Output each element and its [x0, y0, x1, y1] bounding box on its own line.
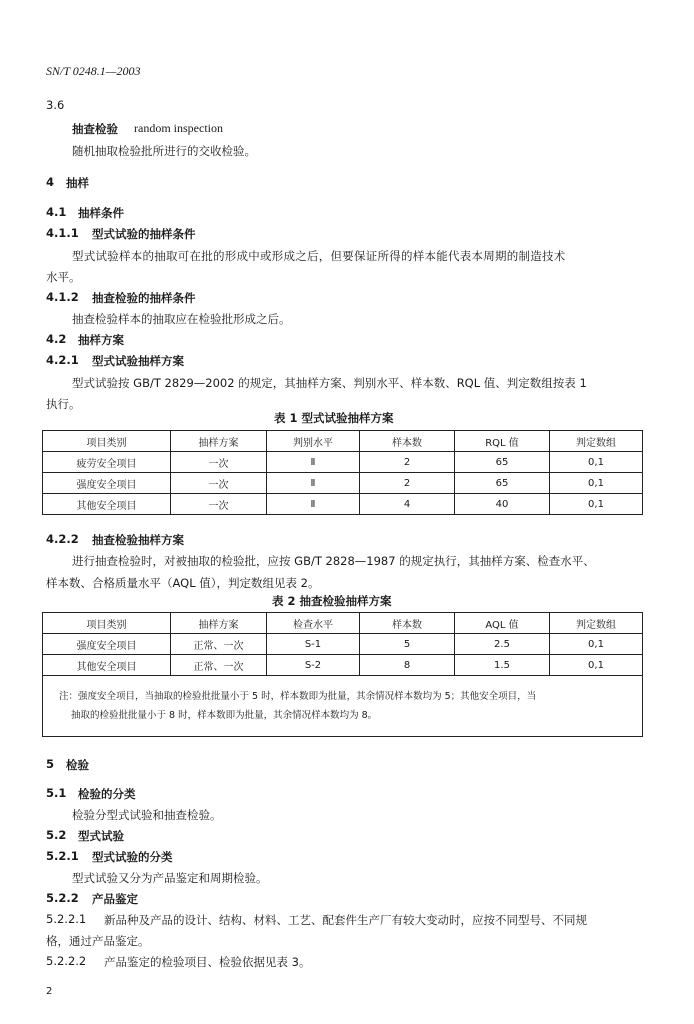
- section-4-2-1-title: 型式试验抽样方案: [92, 354, 184, 368]
- section-5-2-number: 5.2: [46, 828, 67, 842]
- table-1-header-cell: 判别水平: [267, 431, 360, 452]
- section-4-1-1-title: 型式试验的抽样条件: [92, 227, 196, 241]
- table-2: [42, 612, 643, 737]
- table-cell: 65: [455, 473, 550, 494]
- page-number: 2: [46, 986, 53, 997]
- section-4-number: 4: [46, 175, 55, 189]
- table-cell: 2: [360, 473, 455, 494]
- section-5-2-2-number: 5.2.2: [46, 891, 79, 905]
- section-5-2-2-2-text: 产品鉴定的检验项目、检验依据见表 3。: [104, 955, 311, 969]
- section-4-1-title: 抽样条件: [78, 206, 124, 220]
- section-5-2-2-1-number: 5.2.2.1: [46, 912, 87, 926]
- section-5-2-2-2-number: 5.2.2.2: [46, 954, 87, 968]
- section-5-1-text: 检验分型式试验和抽查检验。: [72, 808, 222, 822]
- table-1: [42, 430, 643, 515]
- table-2-note-line2: 抽取的检验批批量小于 8 时，样本数即为批量，其余情况样本数均为 8。: [71, 710, 378, 721]
- table-2-header-cell: 样本数: [360, 613, 455, 634]
- table-cell: S-1: [267, 634, 360, 655]
- section-5-1-number: 5.1: [46, 786, 67, 800]
- table-cell: 一次: [171, 473, 267, 494]
- table-1-caption: 表 1 型式试验抽样方案: [274, 411, 394, 425]
- table-cell: 其他安全项目: [43, 655, 171, 676]
- table-cell: Ⅱ: [267, 452, 360, 473]
- table-cell: 5: [360, 634, 455, 655]
- table-1-header-cell: 抽样方案: [171, 431, 267, 452]
- table-2-caption: 表 2 抽查检验抽样方案: [272, 594, 392, 608]
- table-2-header-cell: 项目类别: [43, 613, 171, 634]
- term-chinese: 抽查检验: [72, 122, 118, 136]
- table-2-note-row: [43, 676, 643, 737]
- table-2-header-cell: AQL 值: [455, 613, 550, 634]
- section-4-title: 抽样: [66, 176, 89, 190]
- section-5-title: 检验: [66, 758, 89, 772]
- table-1-header-cell: 项目类别: [43, 431, 171, 452]
- section-4-1-2-number: 4.1.2: [46, 290, 79, 304]
- section-5-1-title: 检验的分类: [78, 787, 136, 801]
- section-5-2-2-1-text-line1: 新品种及产品的设计、结构、材料、工艺、配套件生产厂有较大变动时，应按不同型号、不同规: [104, 913, 587, 927]
- table-row: [43, 473, 643, 494]
- table-cell: 40: [455, 494, 550, 515]
- section-5-2-1-title: 型式试验的分类: [92, 850, 173, 864]
- table-1-header-cell: 样本数: [360, 431, 455, 452]
- table-2-header-cell: 检查水平: [267, 613, 360, 634]
- table-1-header-cell: 判定数组: [550, 431, 643, 452]
- table-row: [43, 494, 643, 515]
- term-english: random inspection: [134, 121, 223, 135]
- table-cell: 一次: [171, 452, 267, 473]
- table-cell: 强度安全项目: [43, 634, 171, 655]
- table-2-note: [43, 676, 643, 737]
- table-2-header-row: [43, 613, 643, 634]
- table-row: [43, 655, 643, 676]
- table-cell: 0,1: [550, 494, 643, 515]
- section-5-number: 5: [46, 757, 55, 771]
- section-4-2-title: 抽样方案: [78, 333, 124, 347]
- section-4-1-1-text-line2: 水平。: [46, 270, 81, 284]
- table-2-header-cell: 判定数组: [550, 613, 643, 634]
- table-cell: Ⅱ: [267, 473, 360, 494]
- table-cell: Ⅱ: [267, 494, 360, 515]
- table-cell: S-2: [267, 655, 360, 676]
- section-5-2-1-number: 5.2.1: [46, 849, 79, 863]
- section-4-2-1-text-line1: 型式试验按 GB/T 2829—2002 的规定，其抽样方案、判别水平、样本数、RQL 值、判定数组按表 1: [72, 376, 587, 390]
- section-4-2-1-number: 4.2.1: [46, 353, 79, 367]
- table-cell: 65: [455, 452, 550, 473]
- section-4-1-1-number: 4.1.1: [46, 226, 79, 240]
- table-2-note-line1: 注：强度安全项目，当抽取的检验批批量小于 5 时，样本数即为批量，其余情况样本数均为 5；其他安全项目，当: [59, 691, 537, 702]
- table-cell: 1.5: [455, 655, 550, 676]
- table-cell: 2.5: [455, 634, 550, 655]
- table-cell: 疲劳安全项目: [43, 452, 171, 473]
- section-4-2-1-text-line2: 执行。: [46, 397, 81, 411]
- table-row: [43, 452, 643, 473]
- table-cell: 0,1: [550, 655, 643, 676]
- section-4-1-2-title: 抽查检验的抽样条件: [92, 291, 196, 305]
- table-cell: 0,1: [550, 634, 643, 655]
- section-5-2-title: 型式试验: [78, 829, 124, 843]
- table-2-header-cell: 抽样方案: [171, 613, 267, 634]
- section-4-1-number: 4.1: [46, 205, 67, 219]
- section-5-2-2-1-text-line2: 格，通过产品鉴定。: [46, 934, 150, 948]
- section-4-2-2-number: 4.2.2: [46, 532, 79, 546]
- table-row: [43, 634, 643, 655]
- table-cell: 2: [360, 452, 455, 473]
- section-4-1-2-text: 抽查检验样本的抽取应在检验批形成之后。: [72, 312, 291, 326]
- section-4-2-2-title: 抽查检验抽样方案: [92, 533, 184, 547]
- section-4-2-2-text-line2: 样本数、合格质量水平（AQL 值），判定数组见表 2。: [46, 576, 320, 590]
- section-5-2-1-text: 型式试验又分为产品鉴定和周期检验。: [72, 871, 268, 885]
- table-1-header-cell: RQL 值: [455, 431, 550, 452]
- table-cell: 正常、一次: [171, 655, 267, 676]
- table-1-header-row: [43, 431, 643, 452]
- table-cell: 一次: [171, 494, 267, 515]
- section-5-2-2-title: 产品鉴定: [92, 892, 138, 906]
- table-cell: 8: [360, 655, 455, 676]
- running-header: SN/T 0248.1—2003: [46, 64, 141, 78]
- table-cell: 其他安全项目: [43, 494, 171, 515]
- section-4-1-1-text-line1: 型式试验样本的抽取可在批的形成中或形成之后，但要保证所得的样本能代表本周期的制造技术: [72, 249, 566, 263]
- table-cell: 4: [360, 494, 455, 515]
- table-cell: 正常、一次: [171, 634, 267, 655]
- section-4-2-number: 4.2: [46, 332, 67, 346]
- table-cell: 0,1: [550, 452, 643, 473]
- table-cell: 0,1: [550, 473, 643, 494]
- table-cell: 强度安全项目: [43, 473, 171, 494]
- term-definition: 随机抽取检验批所进行的交收检验。: [72, 144, 256, 158]
- section-4-2-2-text-line1: 进行抽查检验时，对被抽取的检验批，应按 GB/T 2828—1987 的规定执行，其抽样方案、检查水平、: [72, 554, 595, 568]
- section-3-6-number: 3.6: [46, 98, 65, 112]
